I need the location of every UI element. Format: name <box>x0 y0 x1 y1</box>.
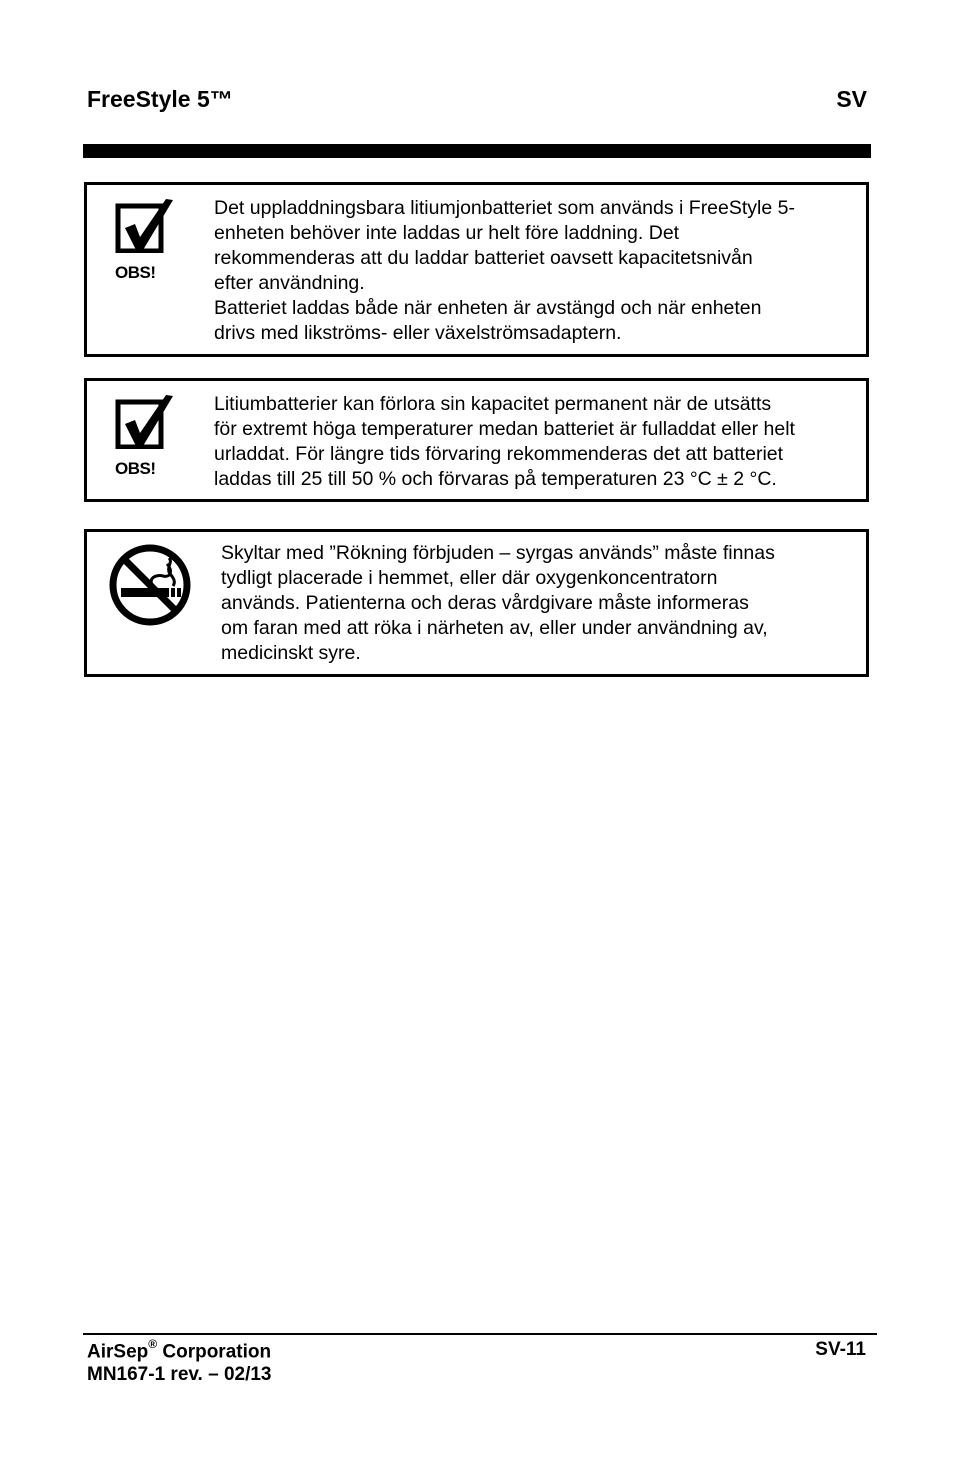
company-brand: AirSep <box>87 1341 149 1363</box>
footer-divider <box>83 1333 877 1335</box>
checkmark-obs-icon <box>115 197 177 282</box>
page-number: SV-11 <box>815 1339 866 1360</box>
checkmark-obs-icon <box>115 393 177 478</box>
document-revision: MN167-1 rev. – 02/13 <box>87 1364 272 1385</box>
company-name <box>87 1339 271 1363</box>
notice-box-battery-charging <box>84 182 869 357</box>
notice-box-battery-storage <box>84 378 869 502</box>
checkmark-box-icon <box>115 197 177 253</box>
no-smoking-icon <box>107 542 193 633</box>
checkmark-box-icon <box>115 393 177 449</box>
notice-box-no-smoking <box>84 529 869 677</box>
notice-text: Det uppladdningsbara litiumjonbatteriet som används i FreeStyle 5- enheten behöver inte laddas ur helt före laddning. Det rekommenderas att du laddar batteriet oavsett kapacitetsnivån efter användning. Batteriet laddas både när enheten är avstängd och när enheten drivs med likströms- eller växelströmsadaptern. <box>214 197 795 344</box>
header-divider <box>83 144 871 158</box>
language-code: SV <box>836 86 867 112</box>
notice-text: Skyltar med ”Rökning förbjuden – syrgas används” måste finnas tydligt placerade i hemmet, eller där oxygenkoncentratorn används. Patienterna och deras vårdgivare måste informeras om faran med att röka i närheten av, eller under användning av, medicinskt syre. <box>221 542 775 664</box>
obs-label: OBS! <box>115 459 156 478</box>
obs-label: OBS! <box>115 263 156 282</box>
company-suffix: Corporation <box>157 1341 272 1363</box>
no-smoking-symbol <box>107 542 193 628</box>
registered-mark: ® <box>148 1337 158 1351</box>
document-title: FreeStyle 5™ <box>87 86 233 112</box>
notice-text: Litiumbatterier kan förlora sin kapacitet permanent när de utsätts för extremt höga temperaturer medan batteriet är fulladdat eller helt urladdat. För längre tids förvaring rekommenderas det att batteriet laddas till 25 till 50 % och förvaras på temperaturen 23 °C ± 2 °C. <box>214 393 795 490</box>
